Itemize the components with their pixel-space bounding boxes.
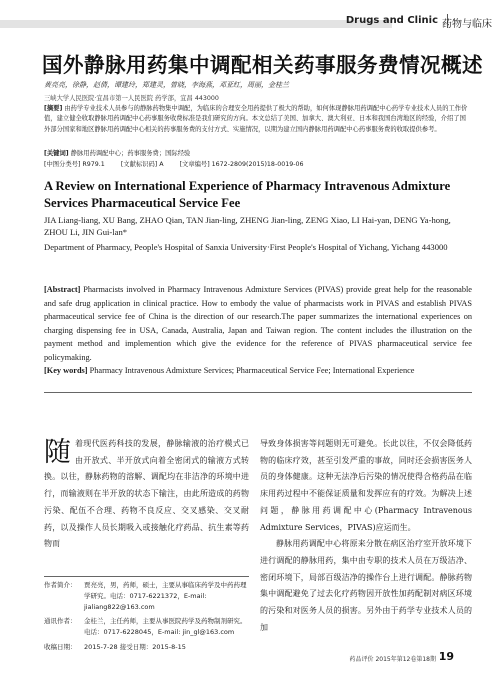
authors-cn: 黄亮亮，徐静，赵倩，谭建玲，郑建灵，曾晓，李海燕，邓亚红，周丽，金桂兰 <box>44 81 289 89</box>
keywords-en <box>44 366 472 375</box>
keywords-cn-text: 静脉用药调配中心；药事服务费；国际经验 <box>70 150 191 157</box>
keywords-cn-label: [关键词] <box>44 150 69 157</box>
journal-header <box>0 14 500 36</box>
article-title-cn: 国外静脉用药集中调配相关药事服务费情况概述 <box>42 53 483 77</box>
received-date-label: 收稿日期： <box>44 642 77 651</box>
author-intro-label: 作者简介： <box>44 581 77 589</box>
body-right-column <box>260 436 472 636</box>
corresponding-author-label: 通讯作者： <box>44 617 77 626</box>
affiliation-en: Department of Pharmacy, People's Hospital of Sanxia University·First People's Hospital of Yichang, Yichang 443000 <box>44 242 448 252</box>
page-number: 19 <box>438 650 454 663</box>
author-notes <box>44 580 249 653</box>
journal-name-en: Drugs and Clinic <box>345 15 438 26</box>
received-date <box>44 642 249 653</box>
abstract-en-label: [Abstract] <box>44 285 81 294</box>
journal-section-cn: 药物与临床 <box>442 19 492 30</box>
body-right-paragraph-1: 导致身体损害等问题则无可避免。长此以往，不仅会降低药物的临床疗效，甚至引发严重的事故，同时还会损害医务人员的身体健康。这种无法净后污染的情况使得合格药品在临床用药过程中不能保证质量和发挥应有的疗效。为解决上述问题，静脉用药调配中心(Pharmacy Intravenous Admixture Services，PIVAS)应运而生。 <box>260 439 472 532</box>
abstract-cn-text: 由药学专业技术人员参与的静脉药物集中调配，为临床的合理安全用药提供了极大的帮助，如何体现静脉用药调配中心药学专业技术人员的工作价值，建立健全收取静脉用药调配中心药事服务收费标准是我们研究的方向。本文总结了美国、加拿大、澳大利亚、日本和我国台湾地区的经验，介绍了国外部分国家和地区静脉用药调配中心相关的药事服务费的支付方式、实施情况，以期为建立国内静脉用药调配中心药事服务费的收取提供参考。 <box>44 105 468 133</box>
corresponding-author-text: 金桂兰，主任药师，主要从事医院药学及药物制剂研究。电话：0717-6228045，E-mail: jin_gl@163.com <box>84 617 247 637</box>
authors-en: JIA Liang-liang, XU Bang, ZHAO Qian, TAN Jian-ling, ZHENG Jian-ling, ZENG Xiao, LI Hai-yan, DENG Ya-hong, ZHOU Li, JIN Gui-lan* <box>44 215 451 237</box>
body-right-paragraph-2: 静脉用药调配中心将原来分散在病区治疗室开放环境下进行调配的静脉用药，集中由专职的技术人员在万级洁净、密闭环境下，局部百级洁净的操作台上进行调配。静脉药物集中调配避免了过去化疗药物因开放性加药配制对病区环境的污染和对医务人员的损害。另外由于药学专业技术人员的加 <box>260 539 472 632</box>
header-band <box>0 20 392 28</box>
abstract-en-text: Pharmacists involved in Pharmacy Intravenous Admixture Services (PIVAS) provide great help for the reasonable and safe drug application in clinical practice. How to embody the value of pharmacists work in PIVAS and establish PIVAS pharmaceutical service fee of China is the direction of our research.The paper summarizes the international experiences on charging dispensing fee in USA, Canada, Australia, Japan and Taiwan region. The content includes the illustration on the payment method and implemention which give the evidence for the reference of PIVAS pharmaceutical service fee policymaking. <box>44 285 472 362</box>
body-left-column <box>44 436 249 553</box>
abstract-cn <box>44 104 472 135</box>
section-divider <box>44 392 472 393</box>
received-date-text: 2015-7-28 接受日期：2015-8-15 <box>84 642 186 651</box>
abstract-en <box>44 283 472 365</box>
author-intro-text: 贾亮亮，男，药师，硕士，主要从事临床药学及中药药理学研究。电话：0717-6221372，E-mail: jialiang822@163.com <box>84 581 247 611</box>
classification-cn <box>44 159 472 168</box>
keywords-en-label: [Key words] <box>44 366 88 375</box>
doc-code: [文献标识码] A <box>120 161 164 168</box>
corresponding-author <box>44 616 249 638</box>
abstract-cn-label: [摘要] <box>44 105 63 112</box>
author-intro <box>44 580 249 612</box>
drop-cap: 随 <box>44 437 71 468</box>
keywords-cn <box>44 148 472 157</box>
article-number: [文章编号] 1672-2809(2015)18-0019-06 <box>179 161 304 168</box>
notes-divider <box>44 576 249 577</box>
article-title-en: A Review on International Experience of Pharmacy Intravenous Admixture Services Pharmaceutical Service Fee <box>44 179 451 210</box>
clc-number: [中图分类号] R979.1 <box>44 161 105 168</box>
keywords-en-text: Pharmacy Intravenous Admixture Services; Pharmaceutical Service Fee; International Experience <box>87 366 415 375</box>
footer-journal-info: 药品评价 2015年第12卷第18期 <box>349 656 436 663</box>
affiliation-cn: 三峡大学人民医院·宜昌市第一人民医院 药学部，宜昌 443000 <box>44 95 219 102</box>
body-left-text: 着现代医药科技的发展，静脉输液的治疗模式已由开放式、半开放式向着全密闭式的输液方式转换。以往，静脉药物的溶解、调配均在非洁净的环境中进行，而输液则在半开放的状态下输注，由此所造成的药物污染、配伍不合理、药物不良反应、交叉感染、交叉耐药，以及操作人员长期吸入或接触化疗药品、抗生素等药物而 <box>44 439 249 549</box>
